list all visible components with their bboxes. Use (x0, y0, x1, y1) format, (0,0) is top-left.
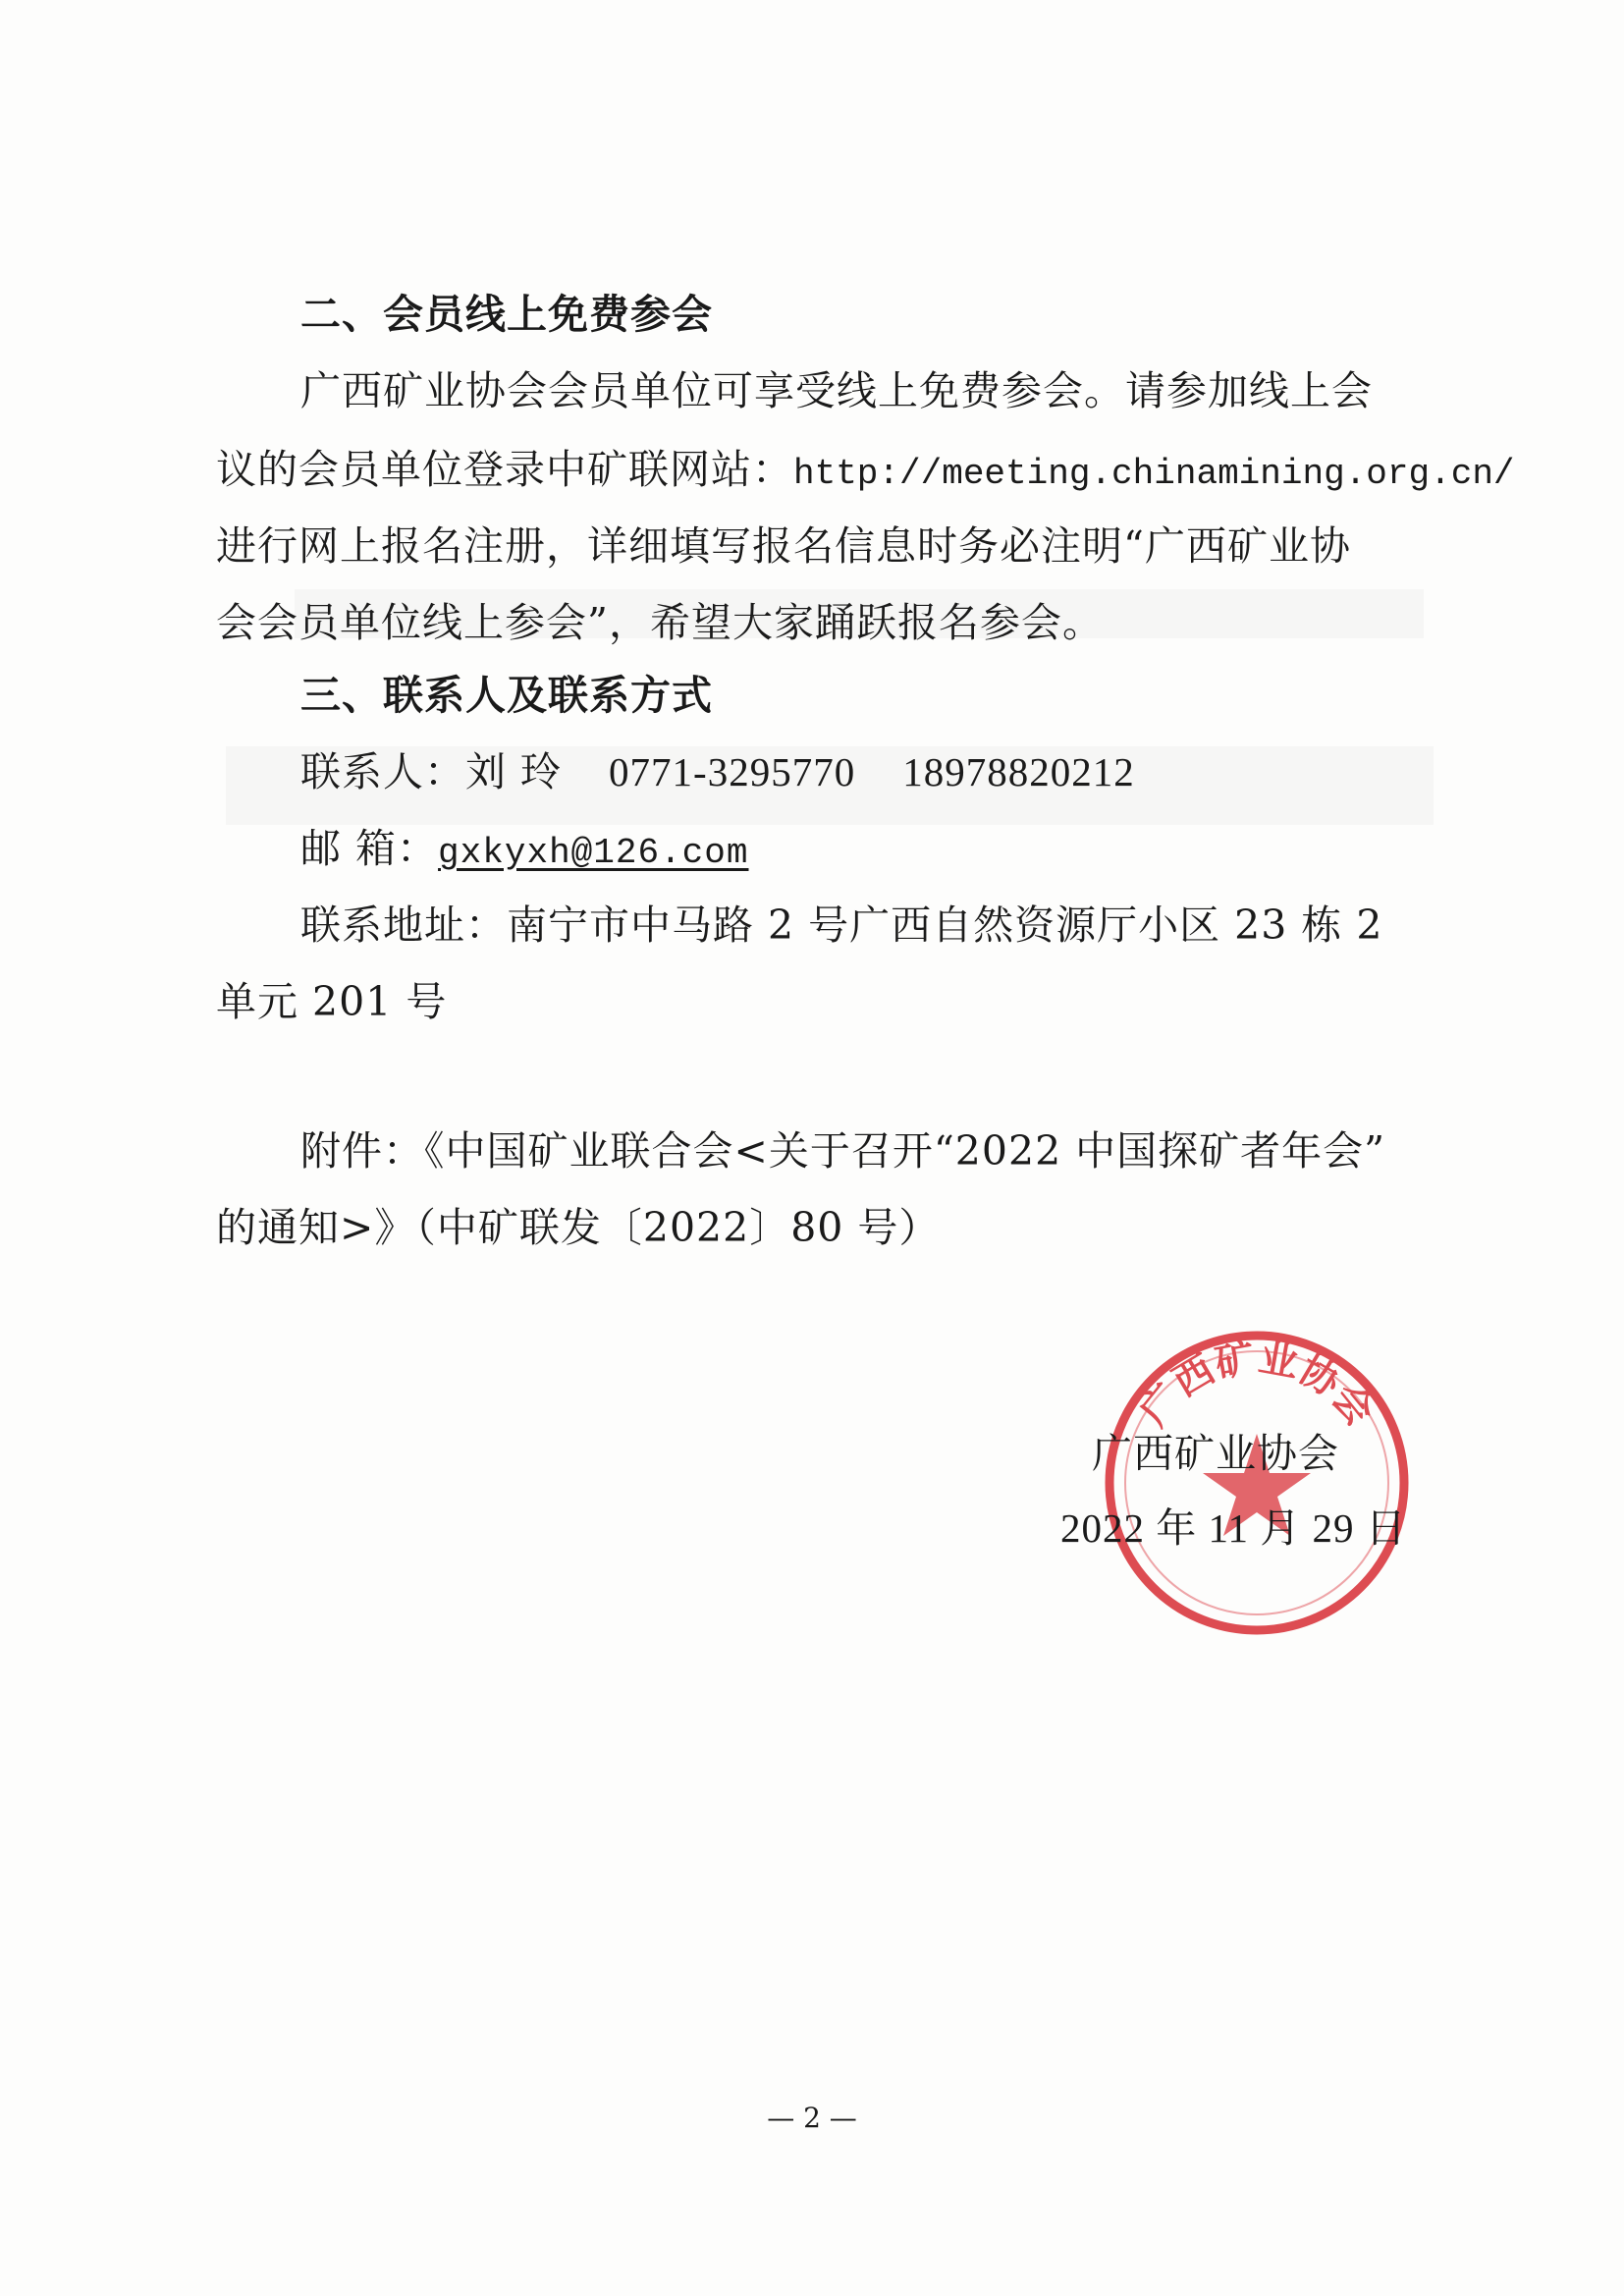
email-line (300, 821, 749, 881)
paragraph-line: 进行网上报名注册，详细填写报名信息时务必注明“广西矿业协 (216, 522, 1351, 570)
address-line: 单元 201 号 (216, 978, 448, 1025)
attachment-line: 的通知>》（中矿联发〔2022〕80 号） (216, 1204, 941, 1251)
section-heading-contacts: 三、联系人及联系方式 (300, 672, 713, 719)
paragraph-line (216, 442, 1515, 502)
section-heading-free-attendance: 二、会员线上免费参会 (300, 291, 713, 338)
address-line: 联系地址：南宁市中马路 2 号广西自然资源厅小区 23 栋 2 (300, 902, 1383, 949)
signature-organization: 广西矿业协会 (1092, 1430, 1339, 1477)
official-seal-stamp (1090, 1316, 1424, 1650)
contact-phone-mobile: 18978820212 (902, 749, 1135, 794)
attachment-line: 附件：《中国矿业联合会<关于召开“2022 中国探矿者年会” (300, 1127, 1386, 1175)
contact-phone-office: 0771-3295770 (609, 749, 856, 794)
contact-label: 联系人： (300, 748, 465, 795)
svg-text:广西矿业协会: 广西矿业协会 (1131, 1335, 1382, 1435)
paragraph-text: 议的会员单位登录中矿联网站： (216, 446, 793, 493)
paragraph-line: 会会员单位线上参会”，希望大家踊跃报名参会。 (216, 599, 1104, 646)
paragraph-line: 广西矿业协会会员单位可享受线上免费参会。请参加线上会 (300, 367, 1373, 414)
email-label: 邮 箱： (300, 825, 439, 872)
meeting-url-link[interactable]: http://meeting.chinamining.org.cn/ (793, 454, 1515, 494)
contact-person-line (300, 744, 1135, 799)
page-number: — 2 — (767, 2102, 857, 2134)
signature-date: 2022 年 11 月 29 日 (1060, 1505, 1407, 1551)
contact-name: 刘 玲 (465, 748, 563, 795)
email-link[interactable]: gxkyxh@126.com (438, 833, 749, 873)
